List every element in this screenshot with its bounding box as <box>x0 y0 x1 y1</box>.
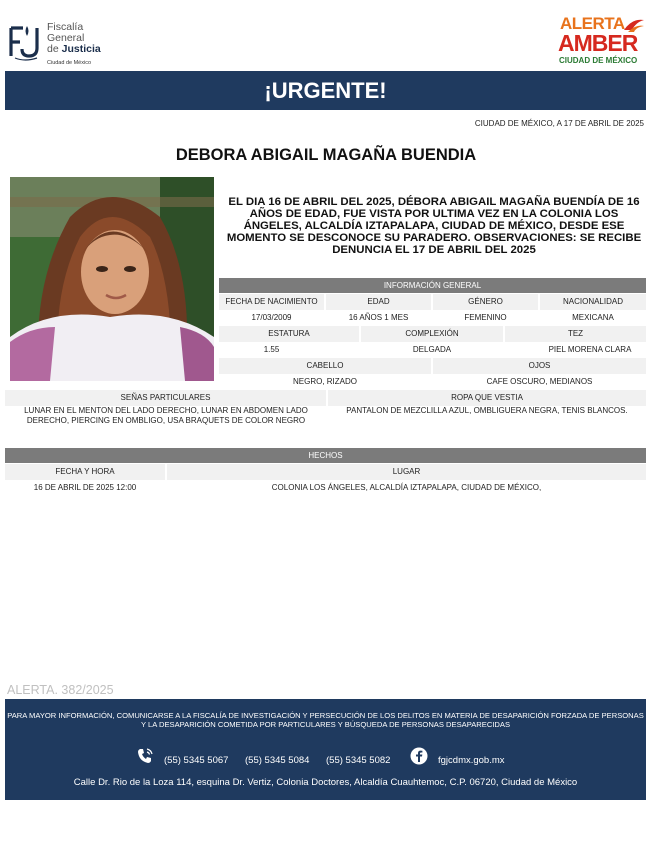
person-name: DEBORA ABIGAIL MAGAÑA BUENDIA <box>175 146 477 164</box>
facebook-icon <box>410 747 428 765</box>
hair-label: CABELLO <box>219 358 431 374</box>
phone-1[interactable]: (55) 5345 5067 <box>164 755 229 766</box>
marks-label: SEÑAS PARTICULARES <box>5 390 326 406</box>
skin-value: PIEL MORENA CLARA <box>548 345 632 354</box>
description-text: EL DIA 16 DE ABRIL DEL 2025, DÉBORA ABIGAIL MAGAÑA BUENDÍA DE 16 AÑOS DE EDAD, FUE VISTA POR ULTIMA VEZ EN LA COLONIA LOS ÁNGELES, ALCALDÍA IZTAPALAPA, CIUDAD DE MÉXICO, DESDE ESE MOMENTO SE DESCONOCE SU PARADERO. OBSERVACIONES: SE RECIBE DENUNCIA EL 17 DE ABRIL DEL 2025 <box>226 196 642 256</box>
eyes-label: OJOS <box>433 358 646 374</box>
fgj-line-2: General <box>47 32 85 44</box>
portrait-illustration <box>10 177 214 381</box>
fgj-line-3-bold: Justicia <box>61 43 101 55</box>
phone-3[interactable]: (55) 5345 5082 <box>326 755 391 766</box>
alerta-amber-logo <box>556 14 648 70</box>
date-line: CIUDAD DE MÉXICO, A 17 DE ABRIL DE 2025 <box>474 119 644 128</box>
height-label: ESTATURA <box>219 326 359 342</box>
alert-number: ALERTA. 382/2025 <box>7 683 114 697</box>
amber-line-3: CIUDAD DE MÉXICO <box>559 56 638 65</box>
facebook-link[interactable]: fgjcdmx.gob.mx <box>438 755 505 766</box>
age-label: EDAD <box>326 294 431 310</box>
footer-address: Calle Dr. Rio de la Loza 114, esquina Dr. Vertiz, Colonia Doctores, Alcaldía Cuauhtemoc, C.P. 06720, Ciudad de México <box>73 777 578 788</box>
amber-line-2: AMBER <box>558 30 638 56</box>
datetime-label: FECHA Y HORA <box>5 464 165 480</box>
datetime-value: 16 DE ABRIL DE 2025 12:00 <box>33 483 137 492</box>
birth-label: FECHA DE NACIMIENTO <box>219 294 324 310</box>
clothes-label: ROPA QUE VESTIA <box>328 390 646 406</box>
clothes-value: PANTALON DE MEZCLILLA AZUL, OMBLIGUERA NEGRA, TENIS BLANCOS. <box>346 406 628 415</box>
eyes-value: CAFE OSCURO, MEDIANOS <box>486 377 593 386</box>
age-value: 16 AÑOS 1 MES <box>348 313 409 322</box>
facts-header: HECHOS <box>5 448 646 463</box>
nationality-label: NACIONALIDAD <box>540 294 646 310</box>
phone-icon <box>136 747 154 765</box>
height-value: 1.55 <box>263 345 280 354</box>
footer-panel <box>5 699 646 800</box>
phone-2[interactable]: (55) 5345 5084 <box>245 755 310 766</box>
footer-text: PARA MAYOR INFORMACIÓN, COMUNICARSE A LA FISCALÍA DE INVESTIGACIÓN Y PERSECUCIÓN DE LOS DELITOS EN MATERIA DE DESAPARICIÓN FORZADA DE PERSONAS Y LA DESAPARICIÓN COMETIDA POR PARTICULARES Y BÚSQUEDA DE PERSONAS DESAPARECIDAS <box>7 711 644 729</box>
nationality-value: MEXICANA <box>572 313 614 322</box>
fgj-line-3 <box>47 44 101 55</box>
skin-label: TEZ <box>505 326 646 342</box>
general-info-header: INFORMACIÓN GENERAL <box>219 278 646 293</box>
fgj-logo <box>7 14 107 70</box>
build-value: DELGADA <box>412 345 452 354</box>
fgj-sub: Ciudad de México <box>47 60 92 66</box>
urgent-banner: ¡URGENTE! <box>5 71 646 110</box>
hair-value: NEGRO, RIZADO <box>292 377 357 386</box>
fgj-line-1: Fiscalía <box>47 21 84 33</box>
gender-value: FEMENINO <box>464 313 507 322</box>
fgj-line-3-prefix: de <box>47 43 62 55</box>
amber-line-1: ALERTA <box>560 14 625 33</box>
fgj-logo-mark-icon <box>7 22 43 62</box>
build-label: COMPLEXIÓN <box>361 326 503 342</box>
place-value: COLONIA LOS ÁNGELES, ALCALDÍA IZTAPALAPA, CIUDAD DE MÉXICO, <box>271 483 542 492</box>
gender-label: GÉNERO <box>433 294 538 310</box>
birth-value: 17/03/2009 <box>251 313 292 322</box>
place-label: LUGAR <box>167 464 646 480</box>
missing-person-photo <box>10 177 214 381</box>
marks-value: LUNAR EN EL MENTON DEL LADO DERECHO, LUNAR EN ABDOMEN LADO DERECHO, PIERCING EN OMBLIGO, USA BRAQUETS DE COLOR NEGRO <box>24 406 308 425</box>
